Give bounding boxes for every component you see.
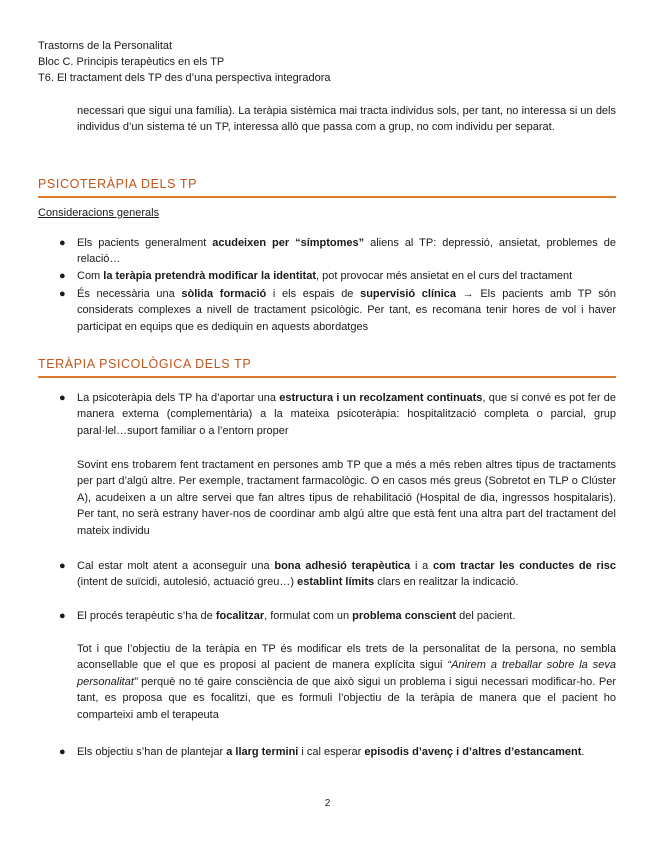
intro-paragraph: necessari que sigui una família). La teràpia sistèmica mai tracta individus sols, per tant, no interessa si un dels individus d’un sistema té un TP, interessa allò que passa com a grup, no com individu per separat.	[77, 105, 616, 134]
list-item: Com la teràpia pretendrà modificar la identitat, pot provocar més ansietat en el curs del tractament	[77, 270, 573, 282]
bullet-dot: ●	[59, 392, 66, 404]
list-item: Cal estar molt atent a aconseguir una bona adhesió terapèutica i a com tractar les conductes de risc (intent de suïcidi, autolesió, actuació greu…) establint límits clars en realitzar la indicació.	[77, 560, 616, 589]
subheading-consideracions: Consideracions generals	[38, 207, 160, 219]
running-header	[38, 38, 330, 86]
bullet-dot: ●	[59, 560, 66, 572]
bullet-dot: ●	[59, 610, 66, 622]
paragraph-coordination: Sovint ens trobarem fent tractament en persones amb TP que a més a més reben altres tipus de tractaments per part d’algú altre. Per exemple, tractament farmacològic. O en casos més greus (Sobretot en TLP o Clúster A), acudeixen a un altre servei que fan altres tipus de rehabilitació (Hospital de dia, ingressos hospitalaris). Per tant, no serà estrany haver-nos de coordinar amb algú altre que està fent una altra part del tractament del mateix individu	[77, 459, 616, 537]
header-line-1: Trastorns de la Personalitat	[38, 40, 173, 52]
paragraph-focalitzar: Tot i que l’objectiu de la teràpia en TP és modificar els trets de la personalitat de la persona, no sembla aconsellable que el que es proposi al pacient de manera explícita sigui “Anirem a treballar sobre la seva personalitat” perquè no té gaire consciència de que això sigui un problema i sigui necessari modificar-ho. Per tant, es proposa que es focalitzi, que es formuli l’objectiu de la teràpia de manera que el pacient ho comparteixi amb el terapeuta	[77, 643, 616, 721]
section-heading-terapia-psicologica: TERÀPIA PSICOLÒGICA DELS TP	[38, 357, 616, 378]
bullet-dot: ●	[59, 288, 66, 300]
list-item: És necessària una sòlida formació i els espais de supervisió clínica → Els pacients amb TP són considerats complexes a nivell de tractament psicològic. Per tant, es recomana tenir hores de vol i haver participat en equips que es dediquin en aquests abordatges	[77, 288, 616, 333]
header-line-3: T6. El tractament dels TP des d’una perspectiva integradora	[38, 72, 331, 84]
list-item: Els objectiu s’han de plantejar a llarg termini i cal esperar episodis d’avenç i d’altres d’estancament.	[77, 746, 585, 758]
bullet-dot: ●	[59, 237, 66, 249]
list-item: La psicoteràpia dels TP ha d’aportar una estructura i un recolzament continuats, que si convé es pot fer de manera externa (complementària) a la mateixa psicoteràpia: hospitalització completa o parcial, grup paral·lel…suport familiar o a l’entorn proper	[77, 392, 616, 437]
bullet-dot: ●	[59, 746, 66, 758]
page-number: 2	[324, 798, 331, 809]
section-heading-psicoterapia: PSICOTERÀPIA DELS TP	[38, 177, 616, 198]
list-item: Els pacients generalment acudeixen per “símptomes” aliens al TP: depressió, ansietat, problemes de relació…	[77, 237, 616, 266]
header-line-2: Bloc C. Principis terapèutics en els TP	[38, 56, 225, 68]
list-item: El procés terapèutic s’ha de focalitzar, formulat com un problema conscient del pacient.	[77, 610, 516, 622]
bullet-dot: ●	[59, 270, 66, 282]
